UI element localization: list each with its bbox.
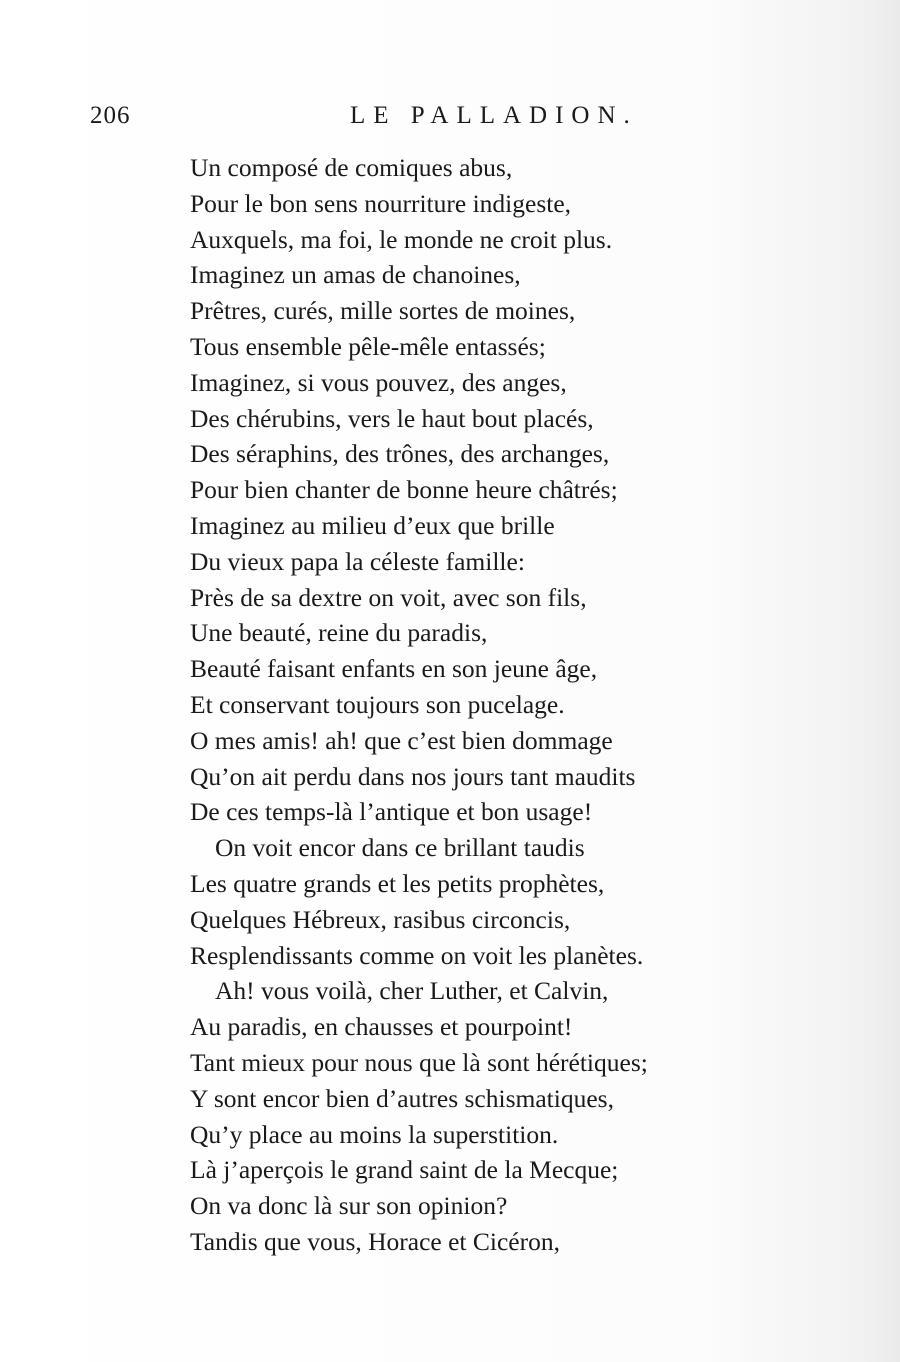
- verse-line: Et conservant toujours son pucelage.: [190, 689, 565, 719]
- verse-line: On voit encor dans ce brillant taudis: [215, 833, 585, 863]
- verse-line: Beauté faisant enfants en son jeune âge,: [190, 654, 598, 684]
- verse-line: Un composé de comiques abus,: [190, 153, 513, 182]
- verse-line: Une beauté, reine du paradis,: [190, 618, 488, 648]
- verse-line: Des chérubins, vers le haut bout placés,: [190, 403, 594, 433]
- verse-line: Imaginez un amas de chanoines,: [190, 260, 521, 290]
- verse-line: Ah! vous voilà, cher Luther, et Calvin,: [215, 976, 609, 1006]
- verse-line: Prêtres, curés, mille sortes de moines,: [190, 296, 576, 326]
- verse-line: Imaginez, si vous pouvez, des anges,: [190, 367, 567, 397]
- page-number: 206: [90, 102, 131, 129]
- verse-line: Du vieux papa la céleste famille:: [190, 546, 525, 576]
- verse-line: Qu’on ait perdu dans nos jours tant maudits: [190, 761, 636, 791]
- verse-line: Pour le bon sens nourriture indigeste,: [190, 188, 572, 218]
- verse-line: Là j’aperçois le grand saint de la Mecque;: [190, 1155, 619, 1185]
- verse-line: Y sont encor bien d’autres schismatiques,: [190, 1083, 614, 1113]
- verse-line: Les quatre grands et les petits prophètes,: [190, 868, 605, 898]
- verse-line: O mes amis! ah! que c’est bien dommage: [190, 725, 613, 755]
- verse-line: Auxquels, ma foi, le monde ne croit plus.: [190, 224, 613, 254]
- verse-line: Pour bien chanter de bonne heure châtrés;: [190, 475, 618, 505]
- verse-line: Des séraphins, des trônes, des archanges,: [190, 439, 610, 469]
- running-title: LE PALLADION.: [350, 102, 638, 129]
- verse-block: [190, 150, 648, 1260]
- verse-line: Tant mieux pour nous que là sont hérétiques;: [190, 1047, 648, 1077]
- verse-line: Tandis que vous, Horace et Cicéron,: [190, 1226, 560, 1256]
- verse-line: Près de sa dextre on voit, avec son fils,: [190, 582, 587, 612]
- verse-line: Qu’y place au moins la superstition.: [190, 1119, 559, 1149]
- verse-line: Imaginez au milieu d’eux que brille: [190, 510, 555, 540]
- verse-line: De ces temps-là l’antique et bon usage!: [190, 797, 593, 827]
- verse-line: Resplendissants comme on voit les planètes.: [190, 940, 644, 970]
- verse-line: Tous ensemble pêle-mêle entassés;: [190, 331, 546, 361]
- verse-line: Quelques Hébreux, rasibus circoncis,: [190, 904, 571, 934]
- verse-line: Au paradis, en chausses et pourpoint!: [190, 1012, 573, 1042]
- verse-line: On va donc là sur son opinion?: [190, 1191, 508, 1221]
